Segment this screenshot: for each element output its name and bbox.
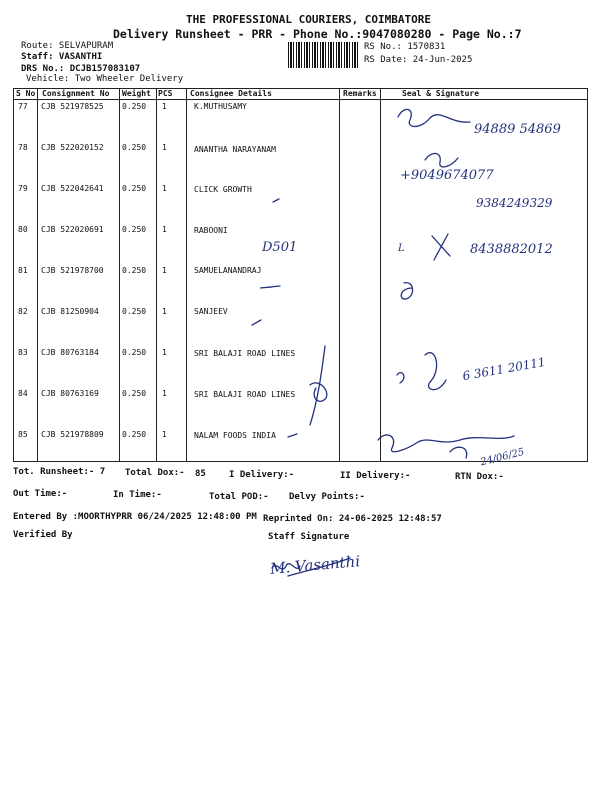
row-consignee: SAMUELANANDRAJ xyxy=(194,266,262,275)
row-weight: 0.250 xyxy=(122,184,147,193)
runsheet-title: Delivery Runsheet - PRR - Phone No.:9047080280 - Page No.:7 xyxy=(113,27,522,41)
col-header-consignment: Consignment No xyxy=(42,89,110,98)
rtn-dox: RTN Dox:- xyxy=(455,472,504,482)
row-pcs: 1 xyxy=(162,430,167,439)
col-header-consignee: Consignee Details xyxy=(190,89,272,98)
row-sno: 78 xyxy=(18,143,28,152)
row-consignment-no: CJB 521978809 xyxy=(41,430,104,439)
row-weight: 0.250 xyxy=(122,225,147,234)
total-pod: Total POD:- xyxy=(209,492,269,502)
row-sno: 81 xyxy=(18,266,28,275)
entered-by: Entered By :MOORTHYPRR 06/24/2025 12:48:00 PM xyxy=(13,512,257,522)
row-consignee: SANJEEV xyxy=(194,307,228,316)
row-pcs: 1 xyxy=(162,307,167,316)
row-pcs: 1 xyxy=(162,143,167,152)
route: Route: SELVAPURAM xyxy=(21,41,114,51)
total-dox-value: 85 xyxy=(195,469,206,479)
row-sno: 79 xyxy=(18,184,28,193)
verified-by: Verified By xyxy=(13,530,73,540)
row-weight: 0.250 xyxy=(122,143,147,152)
rabooni-handwritten-note: D501 xyxy=(262,240,298,255)
col-header-remarks: Remarks xyxy=(343,89,377,98)
row-83-handwritten-phone: 6 3611 20111 xyxy=(461,354,547,384)
total-dox-label: Total Dox:- xyxy=(125,468,185,478)
row-weight: 0.250 xyxy=(122,348,147,357)
row-pcs: 1 xyxy=(162,184,167,193)
rs-number: RS No.: 1570831 xyxy=(364,42,446,52)
row-78-handwritten-phone: +9049674077 xyxy=(400,168,494,183)
drs-number: DRS No.: DCJB157083107 xyxy=(21,64,141,74)
row-sno: 77 xyxy=(18,102,28,111)
row-sno: 80 xyxy=(18,225,28,234)
row-consignee: ANANTHA NARAYANAM xyxy=(194,145,276,154)
reprinted-on: Reprinted On: 24-06-2025 12:48:57 xyxy=(263,514,442,524)
row-pcs: 1 xyxy=(162,266,167,275)
row-consignment-no: CJB 81250904 xyxy=(41,307,99,316)
row-pcs: 1 xyxy=(162,102,167,111)
row-consignment-no: CJB 521978525 xyxy=(41,102,104,111)
company-name: THE PROFESSIONAL COURIERS, COIMBATORE xyxy=(186,13,432,26)
col-header-signature: Seal & Signature xyxy=(402,89,480,98)
col-header-sno: S No xyxy=(16,89,36,98)
staff-signature: M. Vasanthi xyxy=(269,552,361,578)
row-consignee: CLICK GROWTH xyxy=(194,185,252,194)
row-consignee: SRI BALAJI ROAD LINES xyxy=(194,349,296,358)
row-consignment-no: CJB 80763184 xyxy=(41,348,99,357)
row-79-handwritten-phone: 9384249329 xyxy=(476,196,553,210)
row-sno: 82 xyxy=(18,307,28,316)
vehicle: Vehicle: Two Wheeler Delivery xyxy=(26,74,184,84)
row-weight: 0.250 xyxy=(122,307,147,316)
row-sno: 83 xyxy=(18,348,28,357)
row-consignment-no: CJB 521978700 xyxy=(41,266,104,275)
row-pcs: 1 xyxy=(162,225,167,234)
row-weight: 0.250 xyxy=(122,389,147,398)
row-sno: 85 xyxy=(18,430,28,439)
row-consignee: NALAM FOODS INDIA xyxy=(194,431,276,440)
rs-date: RS Date: 24-Jun-2025 xyxy=(364,55,473,65)
row-consignment-no: CJB 522020152 xyxy=(41,143,104,152)
row-consignment-no: CJB 80763169 xyxy=(41,389,99,398)
out-time: Out Time:- xyxy=(13,489,68,499)
row-77-handwritten-phone: 94889 54869 xyxy=(474,122,561,137)
row-consignment-no: CJB 522042641 xyxy=(41,184,104,193)
in-time: In Time:- xyxy=(113,490,162,500)
row-pcs: 1 xyxy=(162,389,167,398)
row-sno: 84 xyxy=(18,389,28,398)
delvy-points: Delvy Points:- xyxy=(289,492,365,502)
row-consignee: SRI BALAJI ROAD LINES xyxy=(194,390,296,399)
staff: Staff: VASANTHI xyxy=(21,52,103,62)
row-pcs: 1 xyxy=(162,348,167,357)
col-header-pcs: PCS xyxy=(158,89,173,98)
ii-delivery: II Delivery:- xyxy=(340,471,411,481)
row-85-handwritten-date: 24/06/25 xyxy=(479,446,526,469)
row-weight: 0.250 xyxy=(122,266,147,275)
row-weight: 0.250 xyxy=(122,430,147,439)
tot-runsheet: Tot. Runsheet:- 7 xyxy=(13,467,106,477)
row-consignee: RABOONI xyxy=(194,226,228,235)
col-header-weight: Weight xyxy=(122,89,151,98)
staff-signature-label: Staff Signature xyxy=(268,532,350,542)
row-80-handwritten-mark: L xyxy=(398,243,405,254)
row-80-handwritten-phone: 8438882012 xyxy=(470,242,553,257)
row-consignee: K.MUTHUSAMY xyxy=(194,102,247,111)
i-delivery: I Delivery:- xyxy=(229,470,295,480)
row-consignment-no: CJB 522020691 xyxy=(41,225,104,234)
row-weight: 0.250 xyxy=(122,102,147,111)
